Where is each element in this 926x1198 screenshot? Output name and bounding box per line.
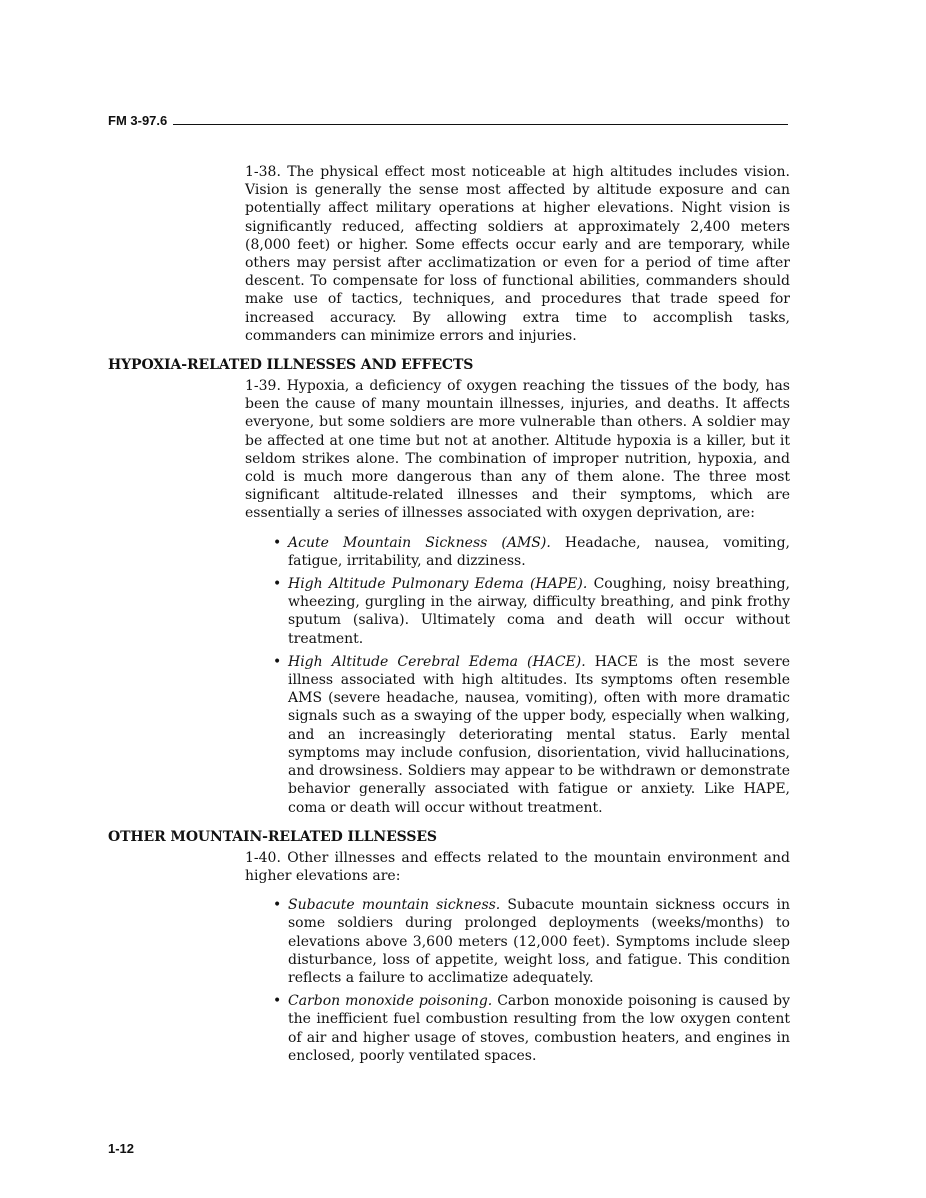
section-heading-hypoxia: HYPOXIA-RELATED ILLNESSES AND EFFECTS <box>108 357 474 374</box>
document-id: FM 3-97.6 <box>108 113 168 128</box>
list-item-term: High Altitude Pulmonary Edema (HAPE). <box>288 576 588 593</box>
list-item <box>273 575 790 648</box>
list-item <box>273 896 790 987</box>
header-rule <box>173 124 788 125</box>
other-illness-list <box>108 896 790 1065</box>
list-item-text: Carbon monoxide poisoning is caused by the inefficient fuel combustion resulting from the low oxygen content of air and higher usage of stoves, combustion heaters, and engines in enclosed, poorly ventilated spaces. <box>288 993 790 1064</box>
paragraph-number: 1-38. <box>245 164 281 180</box>
bullet-icon: • <box>273 653 282 670</box>
paragraph-text: Hypoxia, a deficiency of oxygen reaching the tissues of the body, has been the cause of many mountain illnesses, injuries, and deaths. It affects everyone, but some soldiers are more vulnerable than others. A soldier may be affected at one time but not at another. Altitude hypoxia is a killer, but it seldom strikes alone. The combination of improper nutrition, hypoxia, and cold is much more dangerous than any of them alone. The three most significant altitude-related illnesses and their symptoms, which are essentially a series of illnesses associated with oxygen deprivation, are: <box>245 378 790 522</box>
bullet-icon: • <box>273 993 282 1010</box>
page-body <box>108 163 790 1070</box>
list-item-term: Carbon monoxide poisoning. <box>288 993 493 1010</box>
running-header <box>108 108 788 128</box>
list-item-term: Acute Mountain Sickness (AMS). <box>288 534 551 551</box>
bullet-icon: • <box>273 534 282 551</box>
paragraph-1-40 <box>245 849 790 885</box>
list-item-term: High Altitude Cerebral Edema (HACE). <box>288 653 586 670</box>
list-item-term: Subacute mountain sickness. <box>288 897 501 914</box>
paragraph-1-39 <box>245 377 790 523</box>
paragraph-text: Other illnesses and effects related to the mountain environment and higher elevations are: <box>245 849 791 884</box>
list-item <box>273 992 790 1065</box>
paragraph-1-38 <box>245 163 790 345</box>
list-item-text: Coughing, noisy breathing, wheezing, gurgling in the airway, difficulty breathing, and pink frothy sputum (saliva). Ultimately coma and death will occur without treatment. <box>288 576 790 647</box>
bullet-icon: • <box>273 576 282 593</box>
paragraph-number: 1-39. <box>245 378 281 395</box>
page-number: 1-12 <box>108 1141 135 1156</box>
paragraph-text: The physical effect most noticeable at high altitudes includes vision. Vision is generally the sense most affected by altitude exposure and can potentially affect military operations at higher elevations. Night vision is significantly reduced, affecting soldiers at approximately 2,400 meters (8,000 feet) or higher. Some effects occur early and are temporary, while others may persist after acclimatization or even for a period of time after descent. To compensate for loss of functional abilities, commanders should make use of tactics, techniques, and procedures that trade speed for increased accuracy. By allowing extra time to accomplish tasks, commanders can minimize errors and injuries. <box>245 164 790 344</box>
list-item <box>273 534 790 570</box>
list-item-text: Headache, nausea, vomiting, fatigue, irritability, and dizziness. <box>288 534 790 569</box>
paragraph-number: 1-40. <box>245 849 281 866</box>
hypoxia-illness-list <box>108 534 790 817</box>
bullet-icon: • <box>273 897 282 914</box>
list-item <box>273 653 790 817</box>
section-heading-other-illnesses: OTHER MOUNTAIN-RELATED ILLNESSES <box>108 828 437 845</box>
list-item-text: HACE is the most severe illness associated with high altitudes. Its symptoms often resemble AMS (severe headache, nausea, vomiting), often with more dramatic signals such as a swaying of the upper body, especially when walking, and an increasingly deteriorating mental status. Early mental symptoms may include confusion, disorientation, vivid hallucinations, and drowsiness. Soldiers may appear to be withdrawn or demonstrate behavior generally associated with fatigue or anxiety. Like HAPE, coma or death will occur without treatment. <box>288 653 790 816</box>
list-item-text: Subacute mountain sickness occurs in some soldiers during prolonged deployments (weeks/months) to elevations above 3,600 meters (12,000 feet). Symptoms include sleep disturbance, loss of appetite, weight loss, and fatigue. This condition reflects a failure to acclimatize adequately. <box>288 897 790 986</box>
